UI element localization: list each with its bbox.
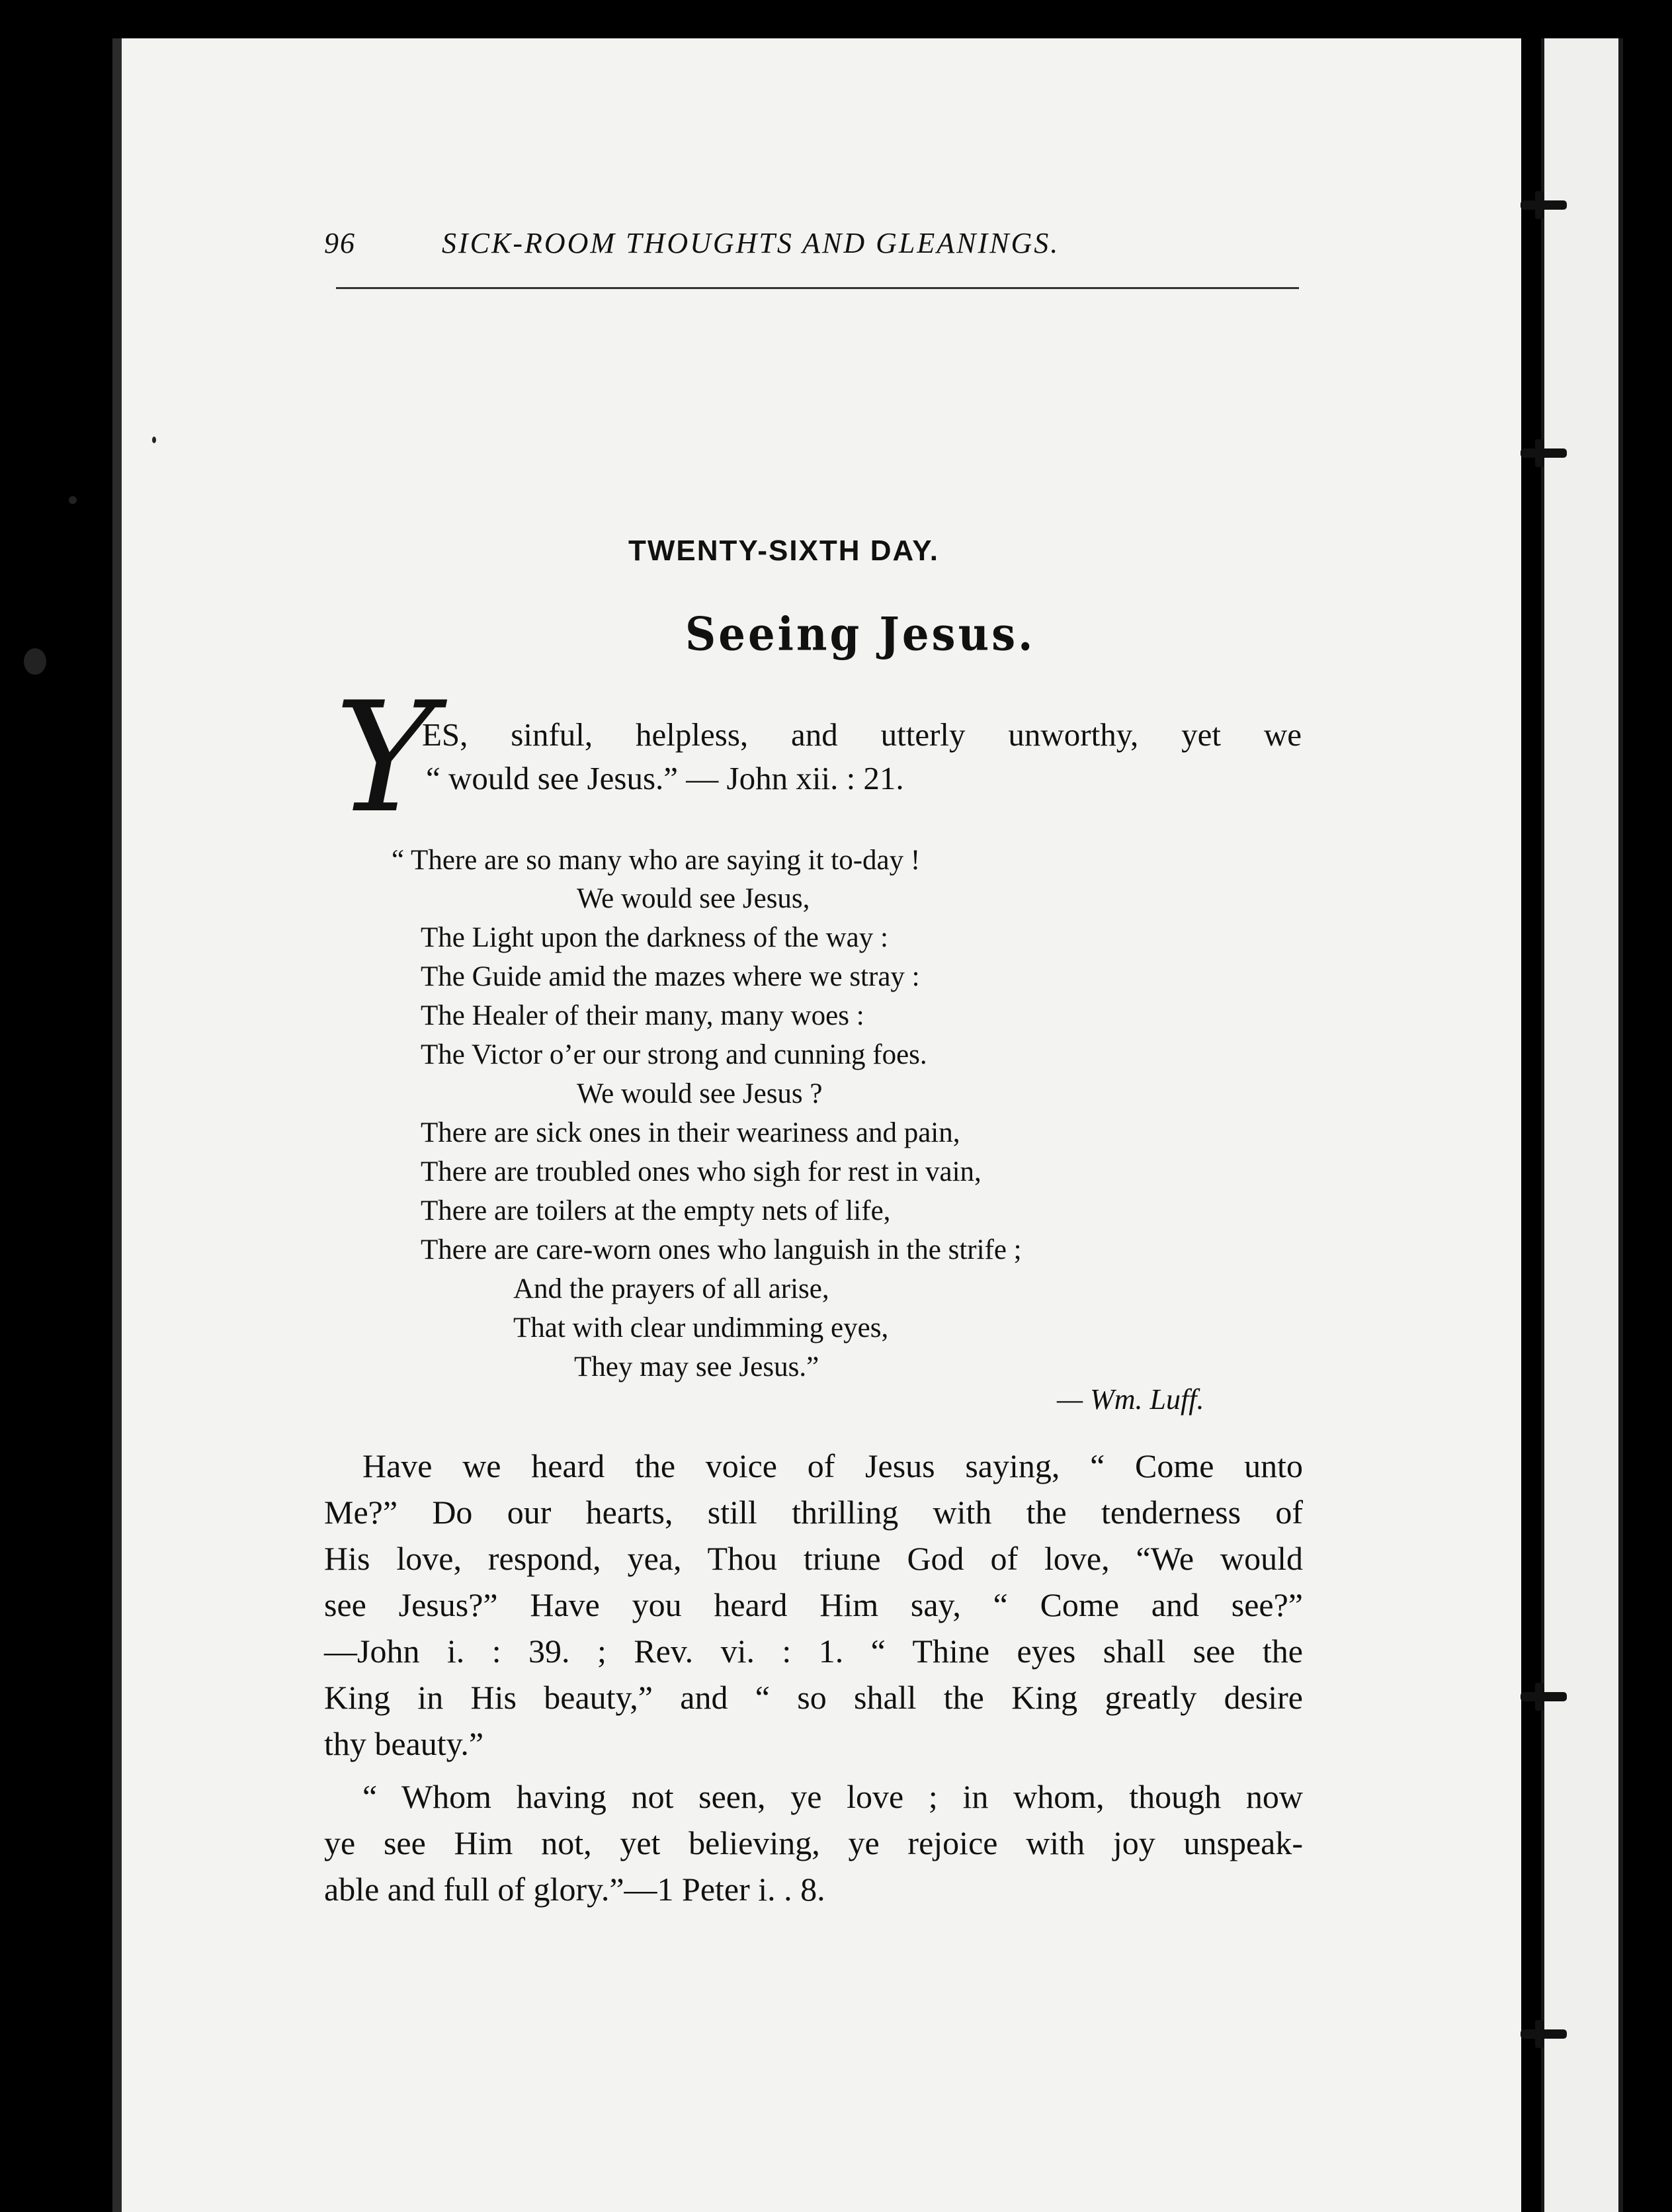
- poem-line: And the prayers of all arise,: [513, 1273, 829, 1304]
- page-fore-edge: [1541, 38, 1623, 2212]
- poem-line: The Victor o’er our strong and cunning foes.: [421, 1039, 927, 1070]
- scan-speck: [24, 648, 46, 675]
- body-line: see Jesus?” Have you heard Him say, “ Come and see?”: [324, 1586, 1303, 1623]
- opening-line: “ would see Jesus.” — John xii. : 21.: [426, 760, 904, 796]
- running-header: [324, 226, 1303, 273]
- day-heading: TWENTY-SIXTH DAY.: [628, 534, 939, 567]
- poem-line: The Light upon the darkness of the way :: [421, 922, 888, 953]
- body-line: “ Whom having not seen, ye love ; in whom, though now: [362, 1778, 1303, 1815]
- poem-line: There are sick ones in their weariness and pain,: [421, 1117, 960, 1148]
- drop-cap: Y: [335, 670, 435, 847]
- binding-clip: [1521, 2029, 1567, 2039]
- body-line: Me?” Do our hearts, still thrilling with the tenderness of: [324, 1494, 1303, 1531]
- poem-line: That with clear undimming eyes,: [513, 1312, 889, 1343]
- binding-clip: [1521, 448, 1567, 458]
- poem-line: The Guide amid the mazes where we stray :: [421, 961, 920, 992]
- body-line: thy beauty.”: [324, 1725, 484, 1762]
- poem-line: The Healer of their many, many woes :: [421, 1000, 864, 1031]
- poem-line: There are care-worn ones who languish in the strife ;: [421, 1234, 1022, 1265]
- body-line: King in His beauty,” and “ so shall the King greatly desire: [324, 1679, 1303, 1716]
- binding-clip: [1521, 200, 1567, 210]
- chapter-title: Seeing Jesus.: [685, 608, 1036, 661]
- body-line: Have we heard the voice of Jesus saying, “ Come unto: [362, 1447, 1303, 1484]
- body-line: —John i. : 39. ; Rev. vi. : 1. “ Thine eyes shall see the: [324, 1633, 1303, 1670]
- scan-speck: [152, 437, 156, 443]
- poem-attribution: — Wm. Luff.: [1057, 1383, 1204, 1416]
- binding-clip: [1521, 1692, 1567, 1701]
- header-rule: [336, 287, 1299, 289]
- poem-line: We would see Jesus,: [577, 883, 810, 914]
- page-number: 96: [324, 227, 356, 259]
- scan-speck: [69, 496, 77, 504]
- poem-line: There are troubled ones who sigh for rest in vain,: [421, 1156, 982, 1187]
- poem-line: We would see Jesus ?: [577, 1078, 823, 1109]
- opening-line: ES, sinful, helpless, and utterly unworthy, yet we: [422, 716, 1302, 753]
- poem-line: There are toilers at the empty nets of life,: [421, 1195, 891, 1226]
- body-line: able and full of glory.”—1 Peter i. . 8.: [324, 1871, 825, 1908]
- body-line: ye see Him not, yet believing, ye rejoice with joy unspeak-: [324, 1824, 1303, 1861]
- binding-edge: [112, 38, 122, 2212]
- poem-line: “ There are so many who are saying it to-day !: [392, 845, 921, 876]
- running-title: SICK-ROOM THOUGHTS AND GLEANINGS.: [442, 227, 1060, 259]
- body-line: His love, respond, yea, Thou triune God of love, “We would: [324, 1540, 1303, 1577]
- poem-line: They may see Jesus.”: [574, 1351, 819, 1382]
